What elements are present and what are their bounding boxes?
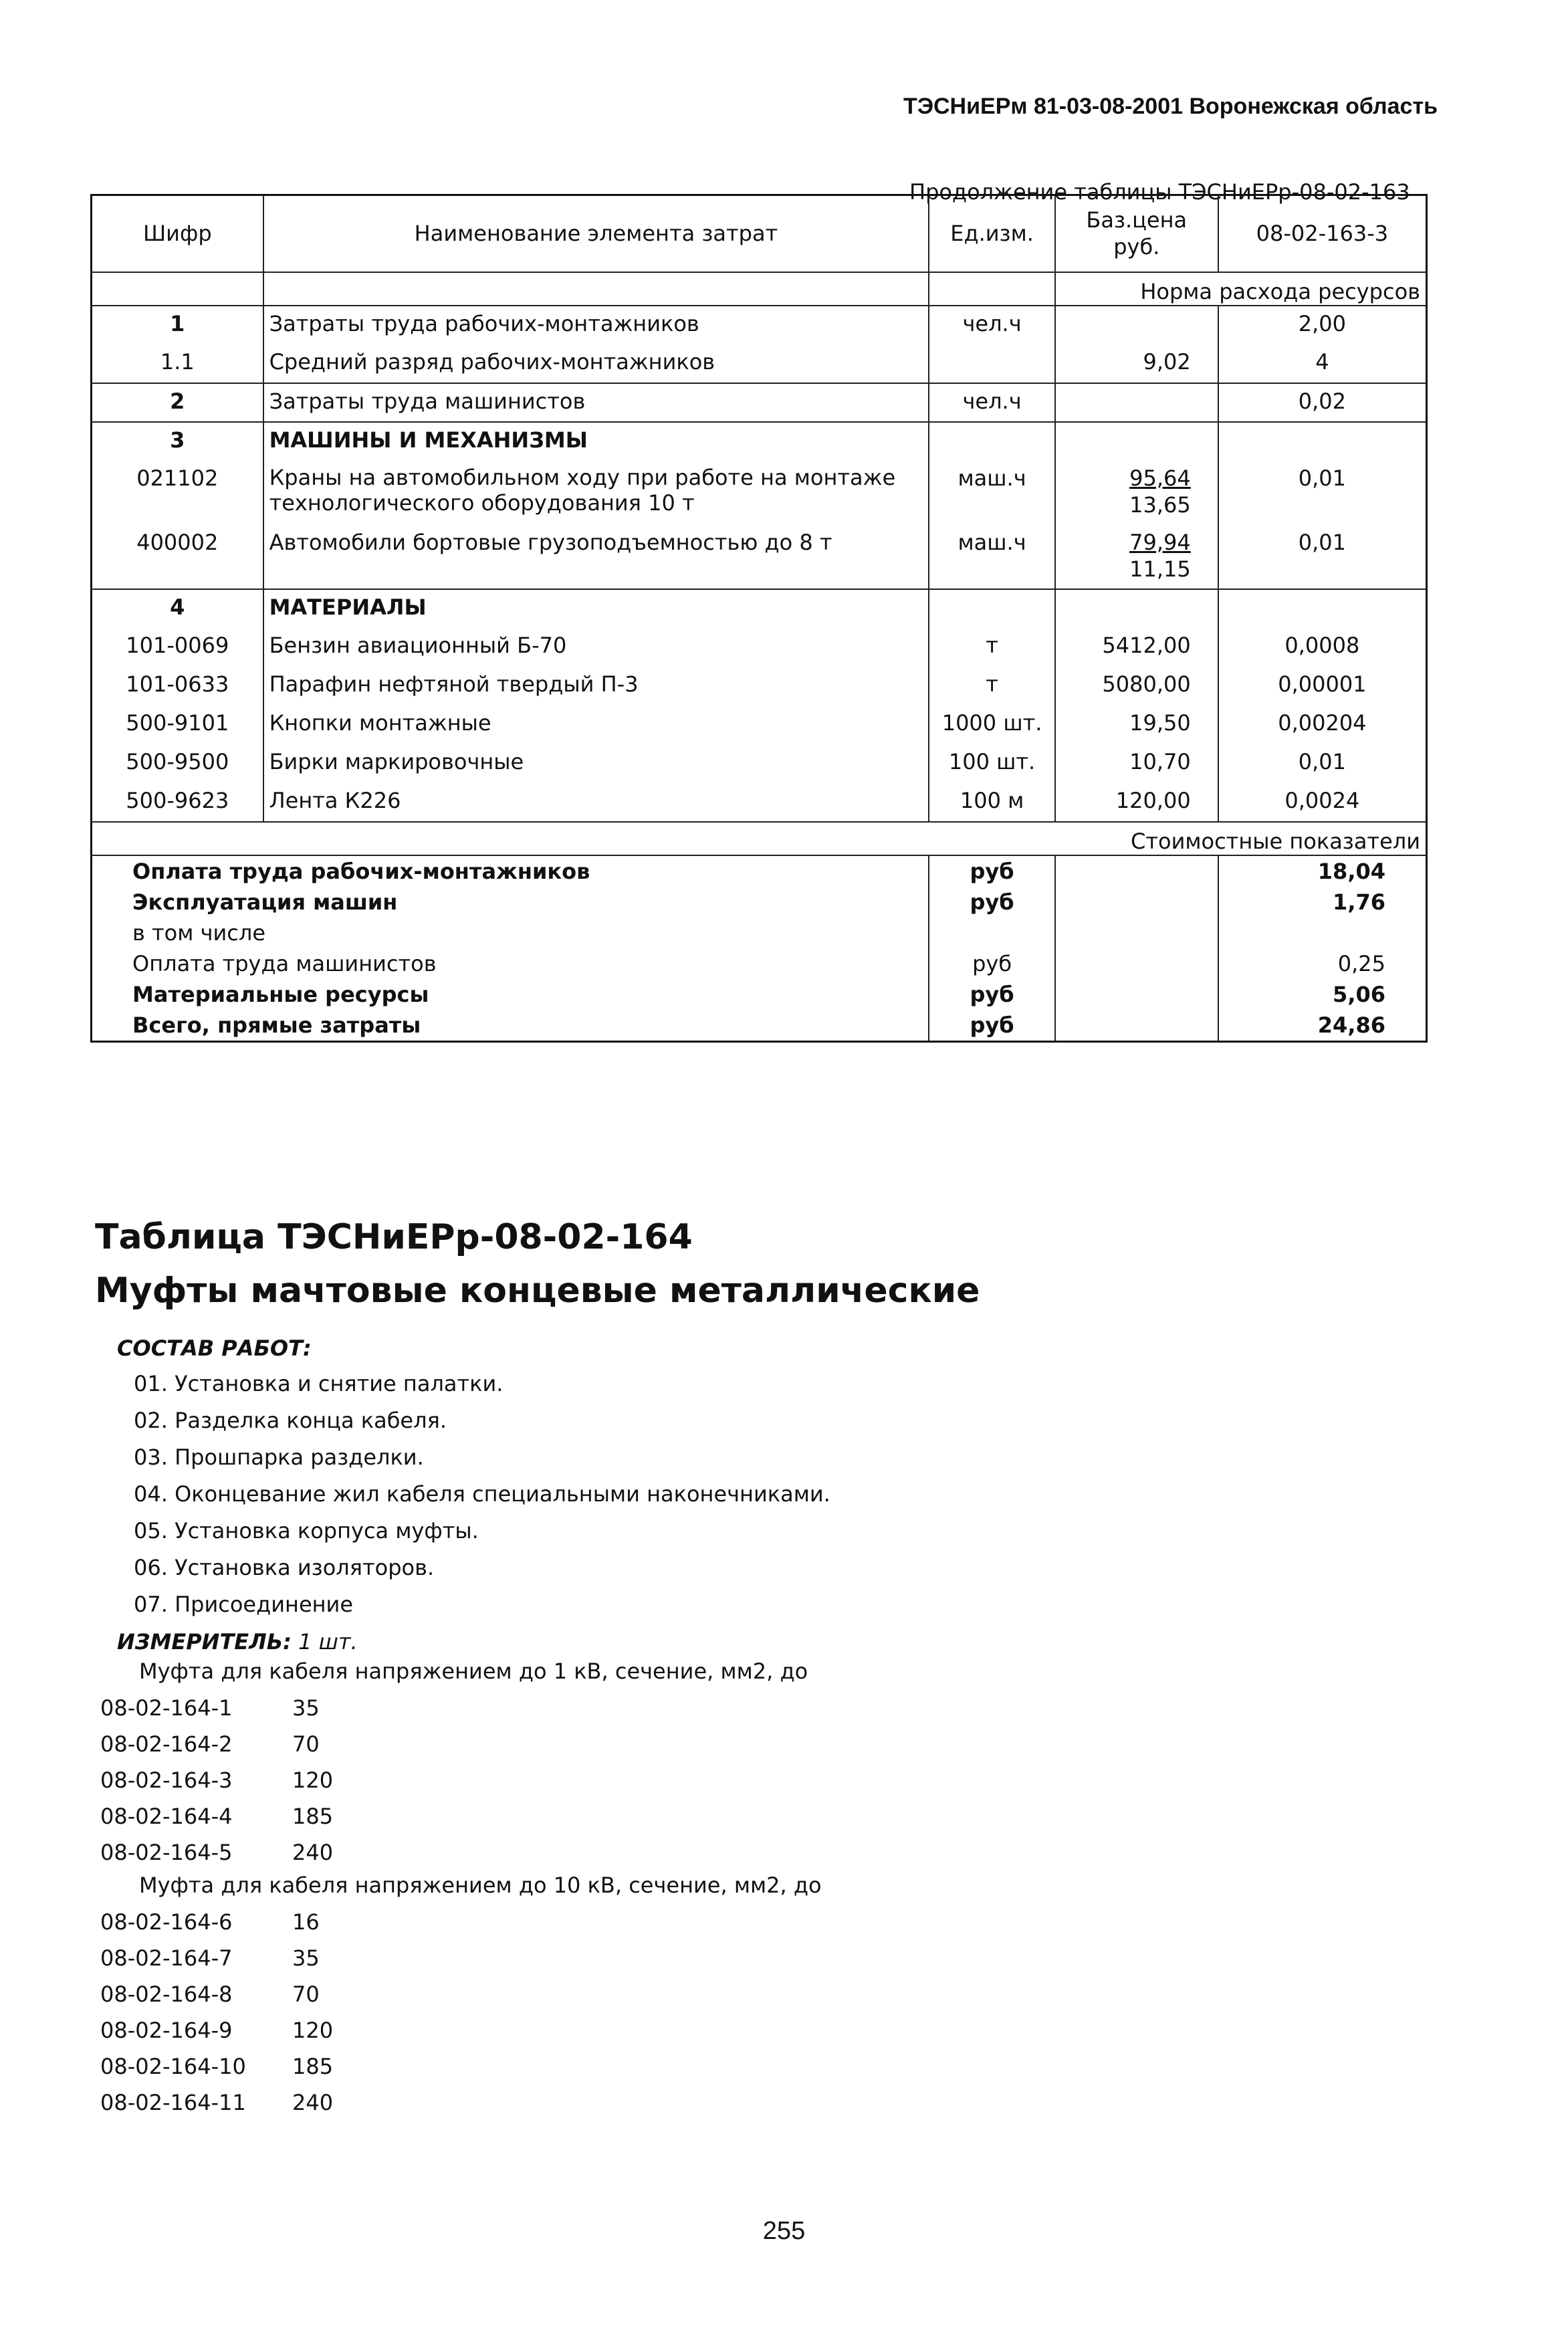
- row-code: 101-0069: [92, 628, 263, 667]
- norm-header: Норма расхода ресурсов: [1055, 272, 1427, 306]
- cost-value: 24,86: [1218, 1010, 1427, 1042]
- row-qty: 0,0008: [1218, 628, 1427, 667]
- table-row: [92, 783, 1427, 822]
- rate-code: 08-02-164-8: [100, 1982, 233, 2007]
- page-number: 255: [762, 2217, 806, 2245]
- row-code: 500-9101: [92, 706, 263, 744]
- section-subtitle: Муфты мачтовые концевые металлические: [95, 1271, 980, 1311]
- col-header-unit: Ед.изм.: [929, 195, 1054, 272]
- row-code: 1.1: [92, 344, 263, 383]
- row-unit: 100 шт.: [929, 744, 1054, 783]
- rate-value: 185: [292, 1804, 334, 1829]
- cost-unit: [929, 918, 1054, 948]
- row-name: МАШИНЫ И МЕХАНИЗМЫ: [263, 422, 929, 461]
- rate-value: 120: [292, 2018, 334, 2043]
- group1-title: Муфта для кабеля напряжением до 1 кВ, сечение, мм2, до: [139, 1659, 808, 1684]
- rate-value: 70: [292, 1982, 320, 2007]
- row-unit: чел.ч: [929, 306, 1054, 344]
- row-code: 400002: [92, 525, 263, 589]
- rate-code: 08-02-164-5: [100, 1840, 233, 1865]
- table-row: [92, 628, 1427, 667]
- table-row: [92, 306, 1427, 344]
- row-unit: 1000 шт.: [929, 706, 1054, 744]
- meter-line: [117, 1629, 358, 1655]
- row-name: МАТЕРИАЛЫ: [263, 589, 929, 628]
- rate-value: 35: [292, 1695, 320, 1721]
- cost-unit: руб: [929, 979, 1054, 1010]
- cost-name: в том числе: [92, 918, 929, 948]
- work-item: 02. Разделка конца кабеля.: [134, 1408, 447, 1433]
- row-name: Краны на автомобильном ходу при работе на монтаже технологического оборудования 10 т: [263, 461, 929, 525]
- row-unit: т: [929, 667, 1054, 706]
- cost-unit: руб: [929, 887, 1054, 918]
- table-row: [92, 525, 1427, 589]
- row-name: Лента К226: [263, 783, 929, 822]
- row-qty: 0,00001: [1218, 667, 1427, 706]
- row-code: 2: [92, 383, 263, 422]
- meter-label: ИЗМЕРИТЕЛЬ:: [117, 1629, 292, 1655]
- row-unit: чел.ч: [929, 383, 1054, 422]
- cost-row: [92, 918, 1427, 948]
- row-price: 79,94: [1129, 529, 1191, 555]
- row-qty: 0,01: [1218, 461, 1427, 525]
- row-name: Автомобили бортовые грузоподъемностью до 8 т: [263, 525, 929, 589]
- section-title: Таблица ТЭСНиЕРр-08-02-164: [95, 1217, 693, 1257]
- rate-code: 08-02-164-6: [100, 1909, 233, 1935]
- work-item: 04. Оконцевание жил кабеля специальными наконечниками.: [134, 1481, 830, 1507]
- row-qty: 4: [1218, 344, 1427, 383]
- rate-code: 08-02-164-11: [100, 2090, 246, 2115]
- rate-value: 185: [292, 2054, 334, 2079]
- table-row: [92, 422, 1427, 461]
- rate-code: 08-02-164-9: [100, 2018, 233, 2043]
- rate-code: 08-02-164-7: [100, 1945, 233, 1971]
- col-header-price: Баз.цена руб.: [1055, 195, 1218, 272]
- cost-value: 5,06: [1218, 979, 1427, 1010]
- rate-value: 240: [292, 2090, 334, 2115]
- row-name: Затраты труда машинистов: [263, 383, 929, 422]
- cost-value: 0,25: [1218, 948, 1427, 979]
- resource-table: [90, 194, 1428, 1043]
- cost-row: [92, 979, 1427, 1010]
- row-name: Бирки маркировочные: [263, 744, 929, 783]
- row-code: 1: [92, 306, 263, 344]
- row-name: Парафин нефтяной твердый П-3: [263, 667, 929, 706]
- works-label: СОСТАВ РАБОТ:: [117, 1336, 312, 1361]
- row-name: Бензин авиационный Б-70: [263, 628, 929, 667]
- col-header-name: Наименование элемента затрат: [263, 195, 929, 272]
- row-price: 5412,00: [1055, 628, 1218, 667]
- row-qty: [1218, 422, 1427, 461]
- running-header: ТЭСНиЕРм 81-03-08-2001 Воронежская область: [903, 94, 1438, 119]
- rate-value: 35: [292, 1945, 320, 1971]
- row-price: 5080,00: [1055, 667, 1218, 706]
- row-name: Затраты труда рабочих-монтажников: [263, 306, 929, 344]
- rate-code: 08-02-164-10: [100, 2054, 246, 2079]
- rate-value: 240: [292, 1840, 334, 1865]
- row-price: [1055, 422, 1218, 461]
- row-qty: 0,0024: [1218, 783, 1427, 822]
- work-item: 05. Установка корпуса муфты.: [134, 1518, 479, 1543]
- row-code: 500-9500: [92, 744, 263, 783]
- cost-unit: руб: [929, 1010, 1054, 1042]
- cost-row: [92, 855, 1427, 887]
- row-qty: 0,02: [1218, 383, 1427, 422]
- table-row: [92, 706, 1427, 744]
- row-price: [1055, 383, 1218, 422]
- table-row: [92, 461, 1427, 525]
- row-price: 120,00: [1055, 783, 1218, 822]
- meter-value: 1 шт.: [298, 1629, 358, 1655]
- row-code: 500-9623: [92, 783, 263, 822]
- cost-name: Эксплуатация машин: [92, 887, 929, 918]
- row-unit: маш.ч: [929, 525, 1054, 589]
- row-name: Средний разряд рабочих-монтажников: [263, 344, 929, 383]
- row-unit: т: [929, 628, 1054, 667]
- row-unit: [929, 344, 1054, 383]
- cost-row: [92, 887, 1427, 918]
- row-unit: [929, 589, 1054, 628]
- row-qty: 0,01: [1218, 744, 1427, 783]
- rate-value: 70: [292, 1731, 320, 1757]
- cost-row: [92, 1010, 1427, 1042]
- row-code: 021102: [92, 461, 263, 525]
- col-header-code: Шифр: [92, 195, 263, 272]
- work-item: 06. Установка изоляторов.: [134, 1555, 435, 1580]
- row-price: [1055, 589, 1218, 628]
- rate-value: 120: [292, 1768, 334, 1793]
- rate-value: 16: [292, 1909, 320, 1935]
- cost-name: Оплата труда рабочих-монтажников: [92, 855, 929, 887]
- col-header-rate: 08-02-163-3: [1218, 195, 1427, 272]
- rate-code: 08-02-164-4: [100, 1804, 233, 1829]
- row-qty: 2,00: [1218, 306, 1427, 344]
- cost-value: [1218, 918, 1427, 948]
- row-code: 3: [92, 422, 263, 461]
- cost-name: Оплата труда машинистов: [92, 948, 929, 979]
- table-row: [92, 344, 1427, 383]
- row-price-secondary: 11,15: [1129, 556, 1191, 582]
- row-price: 95,64: [1129, 465, 1191, 491]
- row-qty: [1218, 589, 1427, 628]
- table-row: [92, 744, 1427, 783]
- row-price: 10,70: [1055, 744, 1218, 783]
- cost-name: Материальные ресурсы: [92, 979, 929, 1010]
- row-unit: 100 м: [929, 783, 1054, 822]
- row-name: Кнопки монтажные: [263, 706, 929, 744]
- row-price: 19,50: [1055, 706, 1218, 744]
- cost-value: 1,76: [1218, 887, 1427, 918]
- cost-row: [92, 948, 1427, 979]
- row-price: [1055, 306, 1218, 344]
- cost-value: 18,04: [1218, 855, 1427, 887]
- table-continuation-caption: Продолжение таблицы ТЭСНиЕРр-08-02-163: [909, 179, 1410, 205]
- row-unit: маш.ч: [929, 461, 1054, 525]
- row-unit: [929, 422, 1054, 461]
- row-qty: 0,00204: [1218, 706, 1427, 744]
- row-qty: 0,01: [1218, 525, 1427, 589]
- cost-header: Стоимостные показатели: [1055, 822, 1427, 855]
- rate-code: 08-02-164-3: [100, 1768, 233, 1793]
- group2-title: Муфта для кабеля напряжением до 10 кВ, сечение, мм2, до: [139, 1873, 822, 1898]
- row-code: 4: [92, 589, 263, 628]
- table-row: [92, 667, 1427, 706]
- work-item: 07. Присоединение: [134, 1592, 354, 1617]
- row-code: 101-0633: [92, 667, 263, 706]
- table-row: [92, 383, 1427, 422]
- row-price: 9,02: [1055, 344, 1218, 383]
- cost-unit: руб: [929, 855, 1054, 887]
- row-price-secondary: 13,65: [1129, 492, 1191, 518]
- rate-code: 08-02-164-1: [100, 1695, 233, 1721]
- cost-unit: руб: [929, 948, 1054, 979]
- table-row: [92, 589, 1427, 628]
- rate-code: 08-02-164-2: [100, 1731, 233, 1757]
- cost-name: Всего, прямые затраты: [92, 1010, 929, 1042]
- work-item: 01. Установка и снятие палатки.: [134, 1371, 503, 1396]
- work-item: 03. Прошпарка разделки.: [134, 1445, 424, 1470]
